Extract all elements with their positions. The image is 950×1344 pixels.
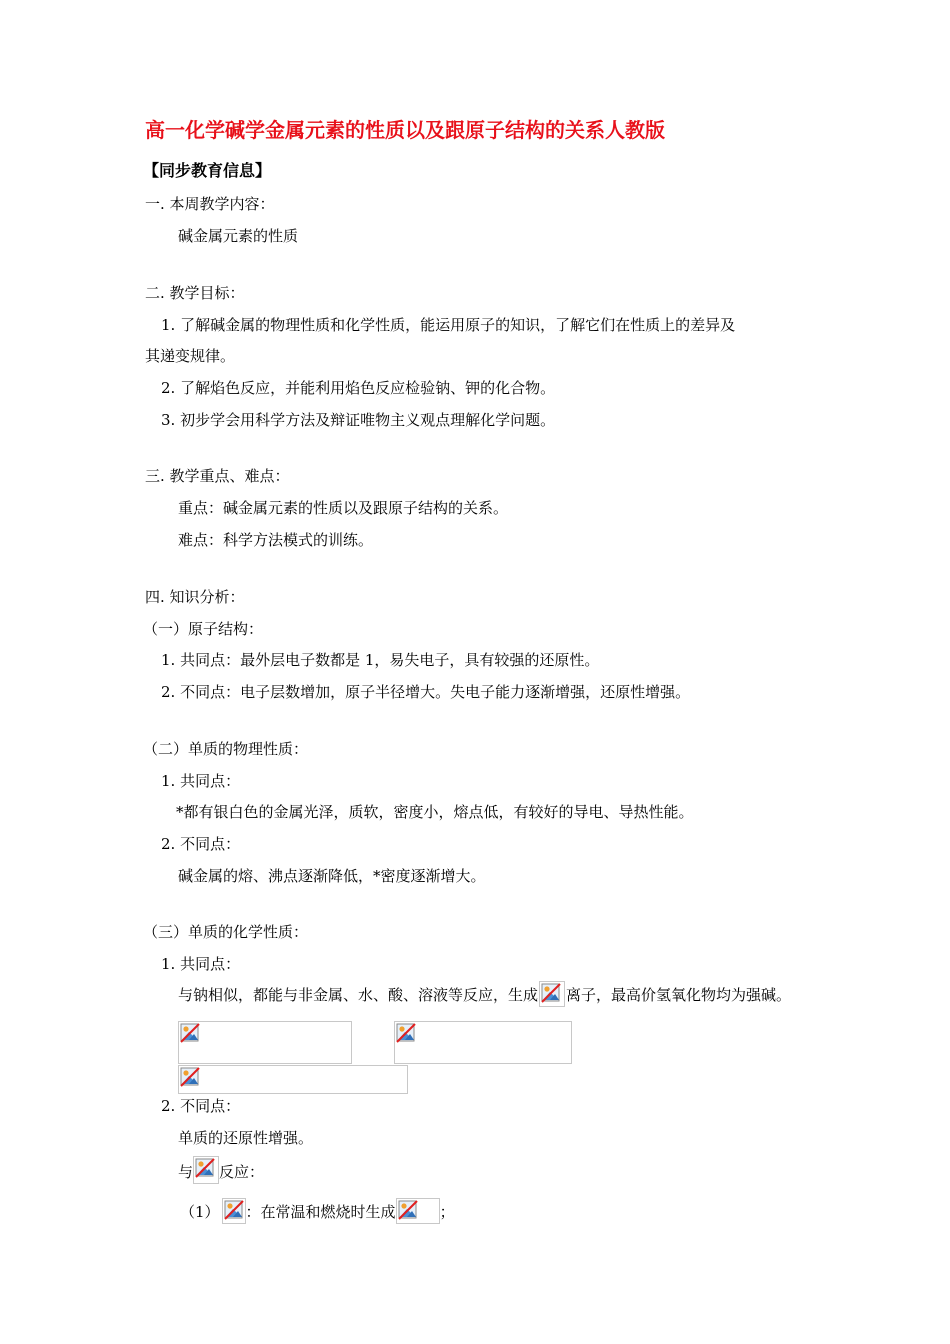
s1-heading: 一. 本周教学内容： (145, 195, 275, 213)
s4-c-heading: （三）单质的化学性质： (143, 923, 309, 941)
s4-c-sub1-mid: ：在常温和燃烧时生成 (245, 1203, 396, 1221)
s4-c-item2: 2. 不同点： (161, 1097, 241, 1115)
s4-c-sub1-line (180, 1202, 455, 1224)
s4-c-sub1-num: （1） (180, 1203, 220, 1221)
s2-item3: 3. 初步学会用科学方法及辩证唯物主义观点理解化学问题。 (161, 411, 556, 429)
s4-c-line1 (178, 985, 791, 1007)
s2-item2: 2. 了解焰色反应，并能利用焰色反应检验钠、钾的化合物。 (161, 379, 556, 397)
broken-image-icon (396, 1198, 440, 1224)
s2-heading: 二. 教学目标： (145, 284, 245, 302)
s4-b-item2-text: 碱金属的熔、沸点逐渐降低，*密度逐渐增大。 (178, 867, 486, 885)
s3-difficult: 难点：科学方法模式的训练。 (178, 531, 374, 549)
broken-image-icon (193, 1156, 219, 1184)
broken-image-icon (178, 1021, 352, 1064)
s4-c-reducing: 单质的还原性增强。 (178, 1129, 314, 1147)
s4-b-item2: 2. 不同点： (161, 835, 241, 853)
s4-a-item1: 1. 共同点：最外层电子数都是 1，易失电子，具有较强的还原性。 (161, 651, 600, 669)
document-title: 高一化学碱学金属元素的性质以及跟原子结构的关系人教版 (145, 118, 665, 142)
s2-item1-line1: 1. 了解碱金属的物理性质和化学性质，能运用原子的知识，了解它们在性质上的差异及 (161, 316, 736, 334)
s4-b-heading: （二）单质的物理性质： (143, 740, 309, 758)
s4-c-line1-pre: 与钠相似，都能与非金属、水、酸、溶液等反应，生成 (178, 986, 539, 1004)
s4-c-sub1-end: ； (439, 1203, 455, 1221)
s4-c-react-post: 反应： (219, 1163, 265, 1181)
s2-item1-line2: 其递变规律。 (145, 347, 236, 365)
broken-image-icon (539, 981, 565, 1007)
s3-key: 重点：碱金属元素的性质以及跟原子结构的关系。 (178, 499, 509, 517)
s4-c-react-pre: 与 (178, 1163, 194, 1181)
s4-b-item1: 1. 共同点： (161, 772, 241, 790)
s4-heading: 四. 知识分析： (145, 588, 245, 606)
s4-c-item1: 1. 共同点： (161, 955, 241, 973)
s4-c-line1-post: 离子，最高价氢氧化物均为强碱。 (566, 986, 792, 1004)
s4-b-item1-text: *都有银白色的金属光泽，质软，密度小，熔点低，有较好的导电、导热性能。 (176, 803, 694, 821)
s4-a-heading: （一）原子结构： (143, 620, 264, 638)
s4-c-react-line (178, 1162, 264, 1184)
s4-a-item2: 2. 不同点：电子层数增加，原子半径增大。失电子能力逐渐增强，还原性增强。 (161, 683, 691, 701)
broken-image-icon (394, 1021, 572, 1064)
s1-content: 碱金属元素的性质 (178, 227, 299, 245)
section-tag: 【同步教育信息】 (143, 161, 272, 180)
broken-image-icon (222, 1198, 246, 1224)
broken-image-icon (178, 1065, 408, 1094)
s3-heading: 三. 教学重点、难点： (145, 467, 290, 485)
